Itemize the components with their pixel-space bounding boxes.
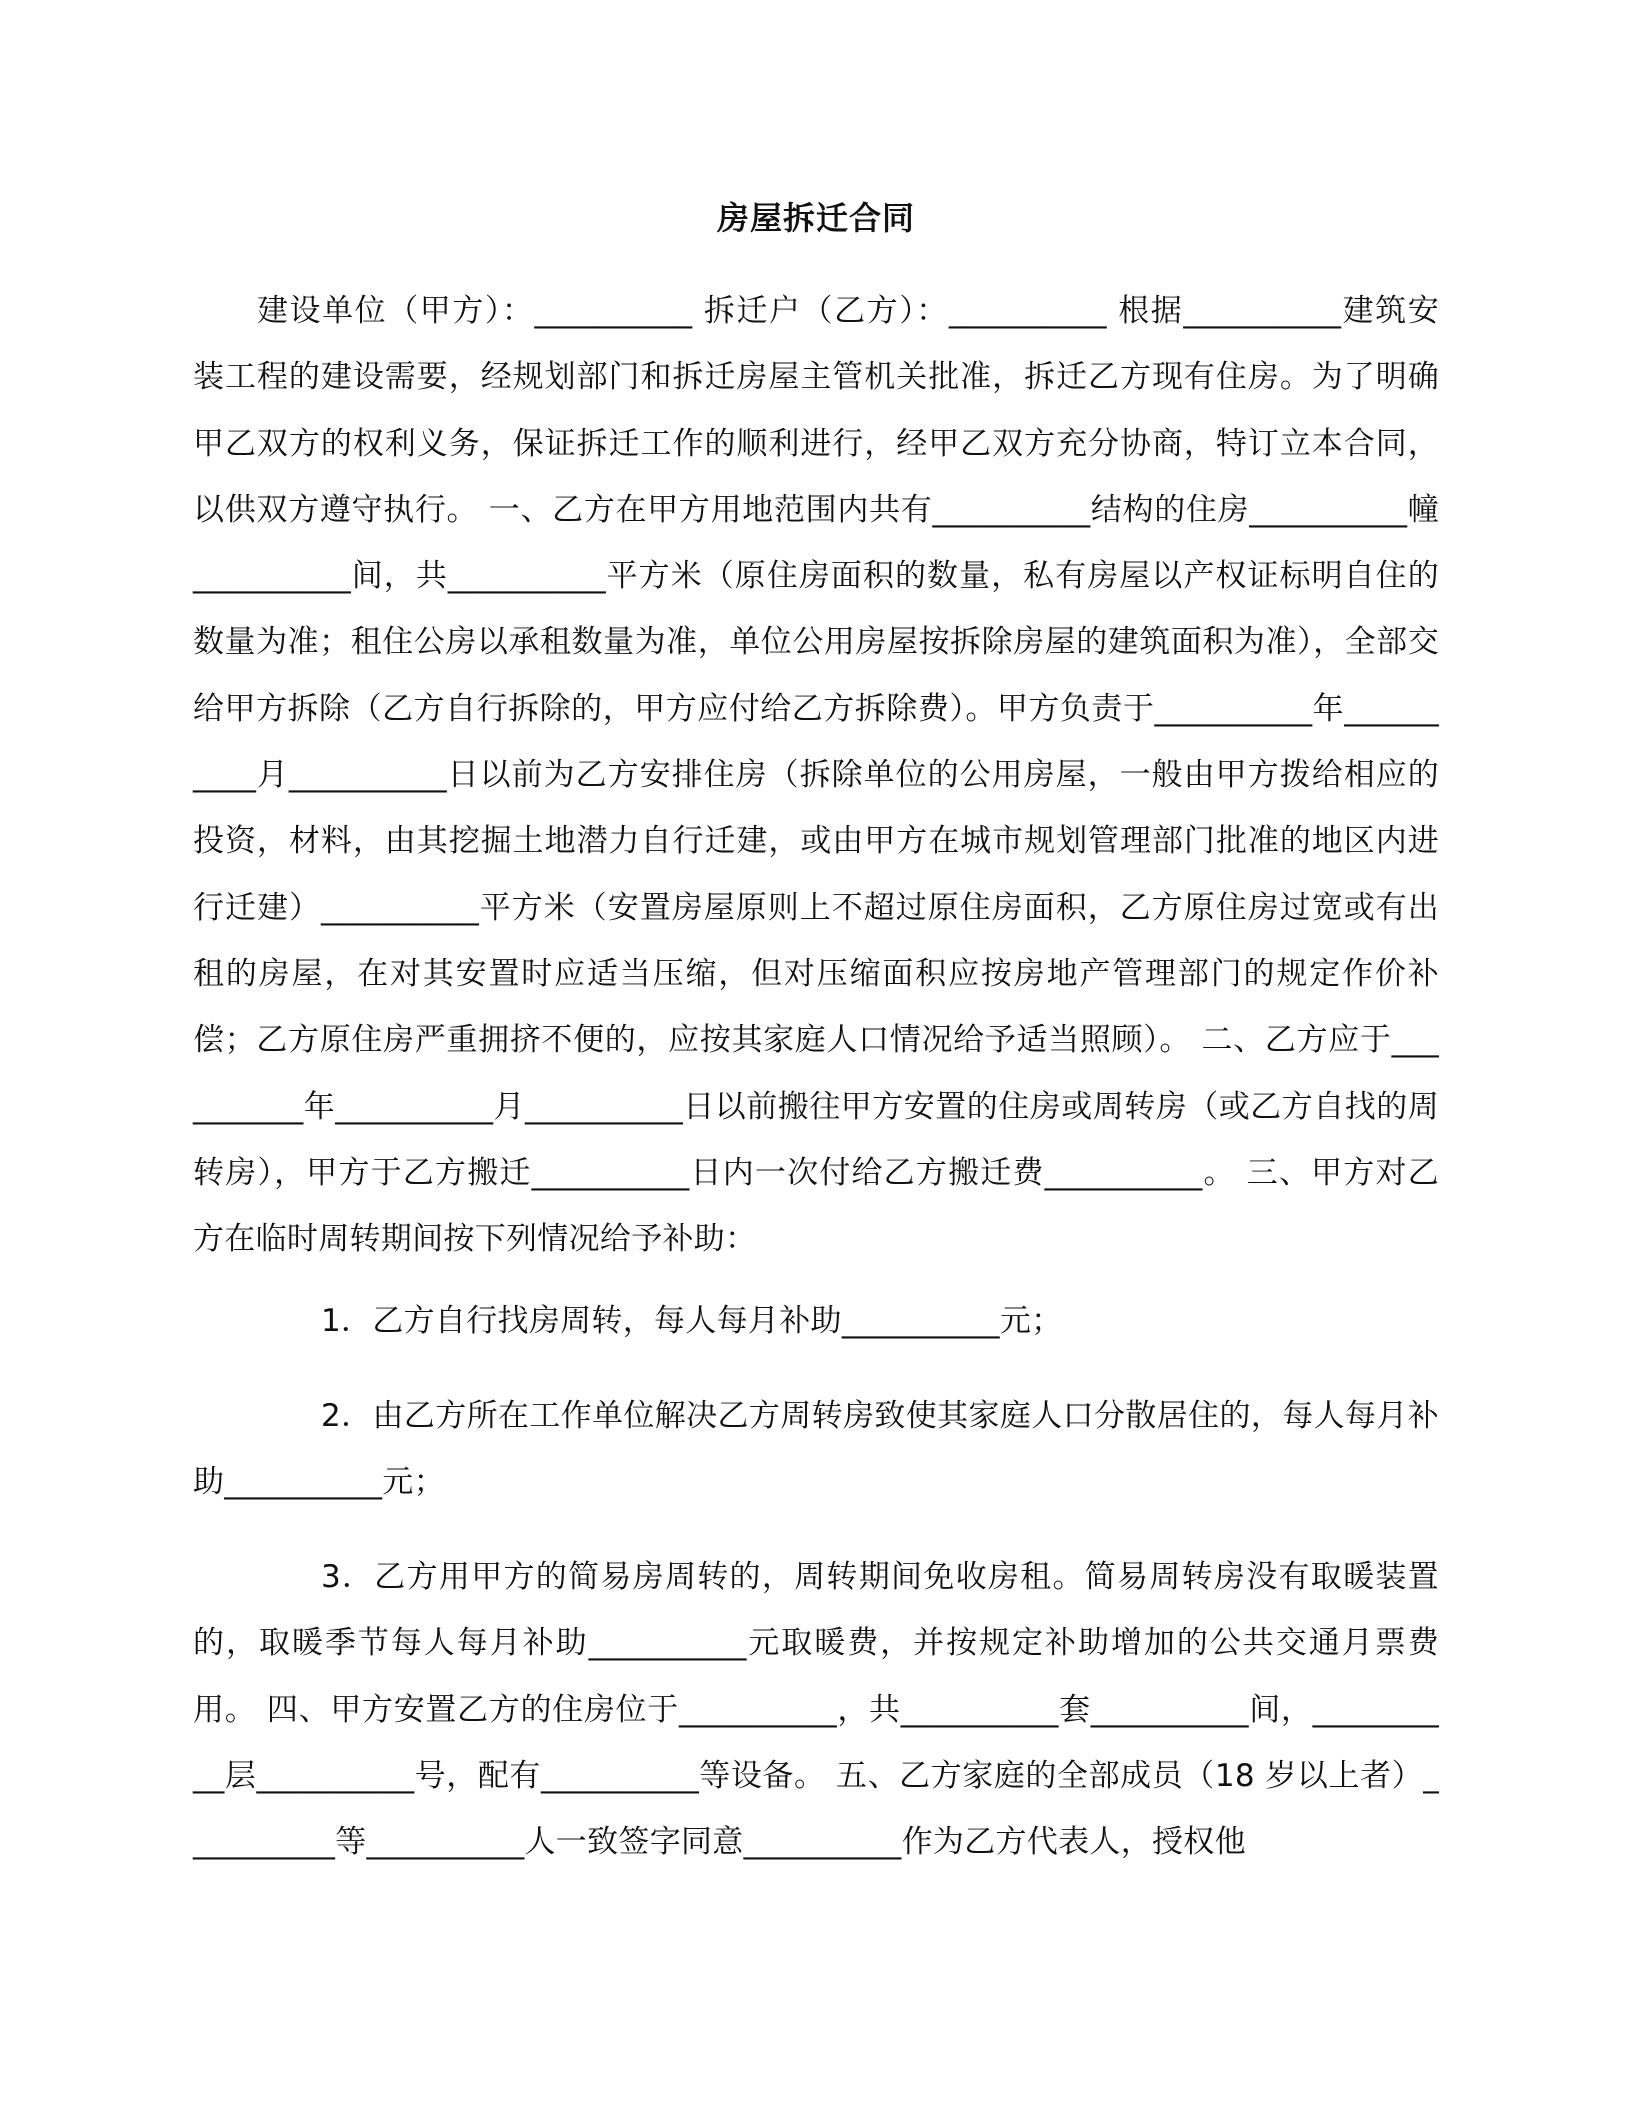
- subsidy-item-1: 1．乙方自行找房周转，每人每月补助__________元；: [321, 1303, 1063, 1339]
- subsidy-item-2: 2．由乙方所在工作单位解决乙方周转房致使其家庭人口分散居住的，每人每月补助__________元；: [193, 1398, 1439, 1501]
- document-title: 房屋拆迁合同: [716, 199, 915, 237]
- subsidy-item-3: 3．乙方用甲方的简易房周转的，周转期间免收房租。简易周转房没有取暖装置的，取暖季节每人每月补助__________元取暖费，并按规定补助增加的公共交通月票费用。 四、甲方安置乙方的住房位于__________，共__________套__________间，__________层__________号，配有__________等设备。 五、乙方家庭的全部成员（18 岁以上者）__________等__________人一致签字同意__________作为乙方代表人，授权他: [193, 1559, 1439, 1861]
- contract-intro-paragraph: 建设单位（甲方）：__________ 拆迁户（乙方）：__________ 根据__________建筑安装工程的建设需要，经规划部门和拆迁房屋主管机关批准，拆迁乙方现有住房。为了明确甲乙双方的权利义务，保证拆迁工作的顺利进行，经甲乙双方充分协商，特订立本合同，以供双方遵守执行。 一、乙方在甲方用地范围内共有__________结构的住房__________幢__________间，共__________平方米（原住房面积的数量，私有房屋以产权证标明自住的数量为准；租住公房以承租数量为准，单位公用房屋按拆除房屋的建筑面积为准），全部交给甲方拆除（乙方自行拆除的，甲方应付给乙方拆除费）。甲方负责于__________年__________月__________日以前为乙方安排住房（拆除单位的公用房屋，一般由甲方拨给相应的投资，材料，由其挖掘土地潜力自行迁建，或由甲方在城市规划管理部门批准的地区内进行迁建）__________平方米（安置房屋原则上不超过原住房面积，乙方原住房过宽或有出租的房屋，在对其安置时应适当压缩，但对压缩面积应按房地产管理部门的规定作价补偿；乙方原住房严重拥挤不便的，应按其家庭人口情况给予适当照顾）。 二、乙方应于__________年__________月__________日以前搬往甲方安置的住房或周转房（或乙方自找的周转房），甲方于乙方搬迁__________日内一次付给乙方搬迁费__________。 三、甲方对乙方在临时周转期间按下列情况给予补助：: [193, 293, 1439, 1258]
